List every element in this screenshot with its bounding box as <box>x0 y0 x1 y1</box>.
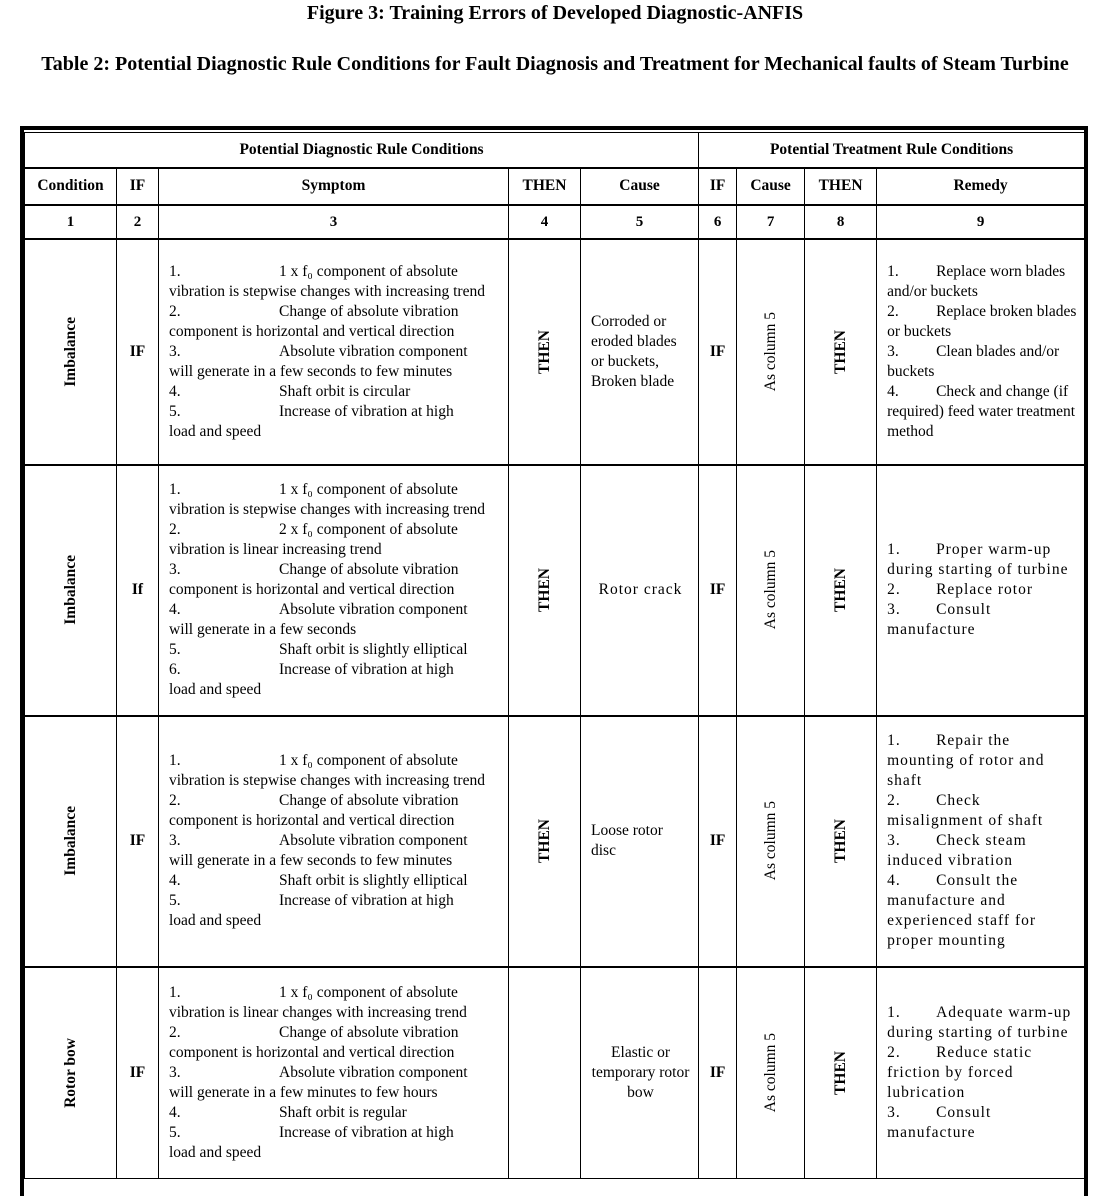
then-label-cell <box>509 465 581 716</box>
then2-label: THEN <box>831 329 849 374</box>
then2-label-cell <box>805 239 877 465</box>
cause-cell: Loose rotor disc <box>581 716 699 967</box>
symptom-text: Absolute vibration component <box>279 1063 468 1081</box>
col-number: 4 <box>509 205 581 239</box>
col-number: 9 <box>877 205 1085 239</box>
then2-label: THEN <box>831 1050 849 1095</box>
remedy-number: 3. <box>887 832 901 849</box>
table-row <box>25 716 1085 967</box>
symptom-item <box>169 560 504 580</box>
cause2-label-cell <box>737 967 805 1179</box>
then-label-cell <box>509 239 581 465</box>
col-header-symptom: Symptom <box>159 168 509 205</box>
remedy-item <box>887 1003 1078 1043</box>
col-number: 2 <box>117 205 159 239</box>
remedy-item <box>887 1103 1078 1143</box>
col-header-if: IF <box>117 168 159 205</box>
remedy-number: 3. <box>887 601 901 618</box>
if2-cell: IF <box>699 465 737 716</box>
then-label: THEN <box>535 568 553 612</box>
then2-label-wrap <box>805 568 876 612</box>
if-cell: IF <box>117 716 159 967</box>
symptom-continuation: load and speed <box>169 1143 262 1161</box>
symptom-item <box>169 640 504 660</box>
symptom-number: 4. <box>169 1103 181 1121</box>
table-caption: Table 2: Potential Diagnostic Rule Conditions for Fault Diagnosis and Treatment for Mechanical faults of Steam Turbine <box>41 53 1069 75</box>
remedy-number: 3. <box>887 1103 901 1121</box>
table-row <box>25 239 1085 465</box>
if2-cell: IF <box>699 967 737 1179</box>
cause2-label: As column 5 <box>761 801 779 881</box>
then-label-wrap <box>509 330 580 374</box>
then2-label: THEN <box>831 568 849 612</box>
symptom-number: 5. <box>169 1123 181 1141</box>
remedy-text: Clean blades and/or buckets <box>887 342 1060 380</box>
cause2-label: As column 5 <box>761 311 779 392</box>
remedy-text: Check steam induced vibration <box>887 832 1027 869</box>
group-header-diagnostic: Potential Diagnostic Rule Conditions <box>25 133 699 168</box>
symptom-continuation: component is horizontal and vertical direction <box>169 581 455 598</box>
symptom-item <box>169 1063 504 1083</box>
symptom-continuation: component is horizontal and vertical direction <box>169 322 455 340</box>
cause2-label-wrap <box>737 550 804 629</box>
symptom-item <box>169 983 504 1003</box>
symptom-number: 5. <box>169 641 181 658</box>
group-header-treatment: Potential Treatment Rule Conditions <box>699 133 1085 168</box>
col-number: 8 <box>805 205 877 239</box>
symptom-text: Increase of vibration at high <box>279 892 454 909</box>
symptom-number: 6. <box>169 661 181 678</box>
remedy-text: Repair the mounting of rotor and shaft <box>887 732 1045 789</box>
then-label-wrap <box>509 819 580 863</box>
symptom-text: Increase of vibration at high <box>279 661 454 678</box>
remedy-number: 1. <box>887 1003 901 1021</box>
remedy-number: 1. <box>887 541 901 558</box>
symptom-cell <box>159 465 509 716</box>
symptom-text: 1 x f₀ component of absolute <box>279 752 458 769</box>
condition-label: Rotor bow <box>61 1037 79 1108</box>
symptom-item <box>169 302 504 322</box>
symptom-number: 4. <box>169 601 181 618</box>
symptom-continuation: component is horizontal and vertical direction <box>169 1043 455 1061</box>
condition-label-wrap <box>25 317 116 387</box>
condition-label-wrap <box>25 555 116 625</box>
symptom-number: 2. <box>169 792 181 809</box>
then-label: THEN <box>535 819 553 863</box>
figure-caption: Figure 3: Training Errors of Developed Diagnostic-ANFIS <box>306 2 804 24</box>
table-row <box>25 465 1085 716</box>
then2-label-cell <box>805 716 877 967</box>
if2-cell: IF <box>699 716 737 967</box>
symptom-continuation: component is horizontal and vertical direction <box>169 812 455 829</box>
condition-label-wrap <box>25 806 116 876</box>
symptom-text: Absolute vibration component <box>279 601 468 618</box>
symptom-number: 3. <box>169 561 181 578</box>
remedy-number: 3. <box>887 342 899 360</box>
then2-label-cell <box>805 465 877 716</box>
condition-label-cell <box>25 465 117 716</box>
then-label-cell <box>509 716 581 967</box>
col-header-then2: THEN <box>805 168 877 205</box>
col-number: 6 <box>699 205 737 239</box>
remedy-cell <box>877 465 1085 716</box>
then-label-wrap <box>509 568 580 612</box>
cause2-label-cell <box>737 465 805 716</box>
col-header-cause: Cause <box>581 168 699 205</box>
cause2-label-cell <box>737 239 805 465</box>
remedy-text: Consult manufacture <box>887 1103 992 1141</box>
if2-cell: IF <box>699 239 737 465</box>
col-number: 5 <box>581 205 699 239</box>
symptom-item <box>169 660 504 680</box>
symptom-number: 2. <box>169 1023 181 1041</box>
then2-label: THEN <box>831 819 849 863</box>
remedy-item <box>887 871 1078 951</box>
symptom-item <box>169 791 504 811</box>
remedy-number: 4. <box>887 872 901 889</box>
symptom-item <box>169 871 504 891</box>
symptom-text: Increase of vibration at high <box>279 402 454 420</box>
remedy-text: Adequate warm-up during starting of turbine <box>887 1003 1072 1041</box>
symptom-item <box>169 831 504 851</box>
symptom-number: 3. <box>169 1063 181 1081</box>
cause2-label: As column 5 <box>761 1033 779 1113</box>
symptom-number: 3. <box>169 832 181 849</box>
cause-cell: Rotor crack <box>581 465 699 716</box>
remedy-number: 2. <box>887 1043 901 1061</box>
symptom-text: 2 x f₀ component of absolute <box>279 521 458 538</box>
remedy-text: Reduce static friction by forced lubrication <box>887 1043 1033 1101</box>
symptom-number: 2. <box>169 521 181 538</box>
symptom-item <box>169 891 504 911</box>
col-header-condition: Condition <box>25 168 117 205</box>
if-cell: IF <box>117 239 159 465</box>
symptom-continuation: will generate in a few seconds to few minutes <box>169 852 453 869</box>
cause2-label-cell <box>737 716 805 967</box>
symptom-text: Change of absolute vibration <box>279 561 459 578</box>
condition-label: Imbalance <box>61 806 79 876</box>
condition-label: Imbalance <box>61 555 79 625</box>
diagnostic-rules-table <box>24 132 1085 1179</box>
column-header-row <box>25 168 1085 205</box>
condition-label-cell <box>25 239 117 465</box>
cause-cell: Corroded or eroded blades or buckets, Broken blade <box>581 239 699 465</box>
symptom-text: Shaft orbit is regular <box>279 1103 407 1121</box>
symptom-text: Shaft orbit is slightly elliptical <box>279 641 468 658</box>
remedy-text: Check and change (if required) feed water treatment method <box>887 382 1076 440</box>
col-header-then: THEN <box>509 168 581 205</box>
remedy-text: Replace worn blades and/or buckets <box>887 262 1066 300</box>
then-label-cell <box>509 967 581 1179</box>
col-number: 7 <box>737 205 805 239</box>
col-number: 3 <box>159 205 509 239</box>
remedy-item <box>887 1043 1078 1103</box>
cause2-label-wrap <box>737 801 804 880</box>
symptom-cell <box>159 716 509 967</box>
symptom-text: Change of absolute vibration <box>279 302 459 320</box>
symptom-text: 1 x f₀ component of absolute <box>279 983 458 1001</box>
symptom-text: 1 x f₀ component of absolute <box>279 262 458 280</box>
symptom-number: 1. <box>169 752 181 769</box>
symptom-item <box>169 520 504 540</box>
remedy-text: Replace broken blades or buckets <box>887 302 1077 340</box>
condition-label-wrap <box>25 1038 116 1108</box>
remedy-item <box>887 600 1078 640</box>
remedy-text: Consult manufacture <box>887 601 992 638</box>
remedy-item <box>887 342 1078 382</box>
cause2-label-wrap <box>737 1033 804 1112</box>
symptom-continuation: load and speed <box>169 912 262 929</box>
symptom-continuation: vibration is stepwise changes with increasing trend <box>169 282 485 300</box>
remedy-cell <box>877 239 1085 465</box>
remedy-text: Check misalignment of shaft <box>887 792 1044 829</box>
symptom-continuation: load and speed <box>169 422 262 440</box>
symptom-text: Change of absolute vibration <box>279 1023 459 1041</box>
symptom-number: 5. <box>169 402 181 420</box>
remedy-number: 2. <box>887 302 899 320</box>
then-label: THEN <box>535 329 553 374</box>
symptom-continuation: will generate in a few seconds <box>169 621 357 638</box>
remedy-text: Consult the manufacture and experienced staff for proper mounting <box>887 872 1037 949</box>
symptom-item <box>169 1103 504 1123</box>
remedy-item <box>887 580 1078 600</box>
then2-label-wrap <box>805 1051 876 1095</box>
remedy-item <box>887 382 1078 442</box>
remedy-item <box>887 831 1078 871</box>
symptom-continuation: vibration is linear changes with increasing trend <box>169 1003 467 1021</box>
symptom-number: 2. <box>169 302 181 320</box>
group-header-row <box>25 133 1085 168</box>
symptom-number: 1. <box>169 481 181 498</box>
symptom-item <box>169 1023 504 1043</box>
remedy-item <box>887 540 1078 580</box>
symptom-cell <box>159 239 509 465</box>
symptom-continuation: will generate in a few seconds to few minutes <box>169 362 453 380</box>
remedy-item <box>887 791 1078 831</box>
remedy-item <box>887 731 1078 791</box>
symptom-item <box>169 1123 504 1143</box>
condition-label: Imbalance <box>61 316 79 387</box>
symptom-item <box>169 480 504 500</box>
remedy-cell <box>877 716 1085 967</box>
symptom-item <box>169 262 504 282</box>
if-cell: If <box>117 465 159 716</box>
symptom-continuation: load and speed <box>169 681 262 698</box>
remedy-number: 4. <box>887 382 899 400</box>
symptom-item <box>169 600 504 620</box>
condition-label-cell <box>25 716 117 967</box>
remedy-item <box>887 302 1078 342</box>
remedy-cell <box>877 967 1085 1179</box>
symptom-continuation: vibration is stepwise changes with increasing trend <box>169 501 485 518</box>
symptom-number: 3. <box>169 342 181 360</box>
remedy-number: 1. <box>887 262 899 280</box>
symptom-text: Shaft orbit is slightly elliptical <box>279 872 468 889</box>
symptom-text: Shaft orbit is circular <box>279 382 411 400</box>
remedy-number: 2. <box>887 792 901 809</box>
symptom-number: 5. <box>169 892 181 909</box>
symptom-number: 4. <box>169 872 181 889</box>
symptom-number: 4. <box>169 382 181 400</box>
symptom-item <box>169 342 504 362</box>
symptom-item <box>169 402 504 422</box>
symptom-continuation: will generate in a few minutes to few hours <box>169 1083 438 1101</box>
col-number: 1 <box>25 205 117 239</box>
remedy-text: Proper warm-up during starting of turbine <box>887 541 1069 578</box>
remedy-item <box>887 262 1078 302</box>
then2-label-wrap <box>805 330 876 374</box>
remedy-number: 2. <box>887 581 901 598</box>
symptom-number: 1. <box>169 983 181 1001</box>
symptom-text: Absolute vibration component <box>279 342 468 360</box>
col-header-cause2: Cause <box>737 168 805 205</box>
col-header-remedy: Remedy <box>877 168 1085 205</box>
symptom-continuation: vibration is stepwise changes with increasing trend <box>169 772 485 789</box>
condition-label-cell <box>25 967 117 1179</box>
remedy-number: 1. <box>887 732 901 749</box>
symptom-continuation: vibration is linear increasing trend <box>169 541 382 558</box>
col-header-if2: IF <box>699 168 737 205</box>
table-row <box>25 967 1085 1179</box>
if-cell: IF <box>117 967 159 1179</box>
cause2-label: As column 5 <box>761 550 779 630</box>
symptom-text: Increase of vibration at high <box>279 1123 454 1141</box>
symptom-item <box>169 751 504 771</box>
cause-cell: Elastic or temporary rotor bow <box>581 967 699 1179</box>
then2-label-wrap <box>805 819 876 863</box>
symptom-text: Change of absolute vibration <box>279 792 459 809</box>
then2-label-cell <box>805 967 877 1179</box>
symptom-number: 1. <box>169 262 181 280</box>
column-number-row <box>25 205 1085 239</box>
symptom-cell <box>159 967 509 1179</box>
cause2-label-wrap <box>737 312 804 391</box>
remedy-text: Replace rotor <box>936 581 1033 598</box>
symptom-text: 1 x f₀ component of absolute <box>279 481 458 498</box>
symptom-item <box>169 382 504 402</box>
symptom-text: Absolute vibration component <box>279 832 468 849</box>
